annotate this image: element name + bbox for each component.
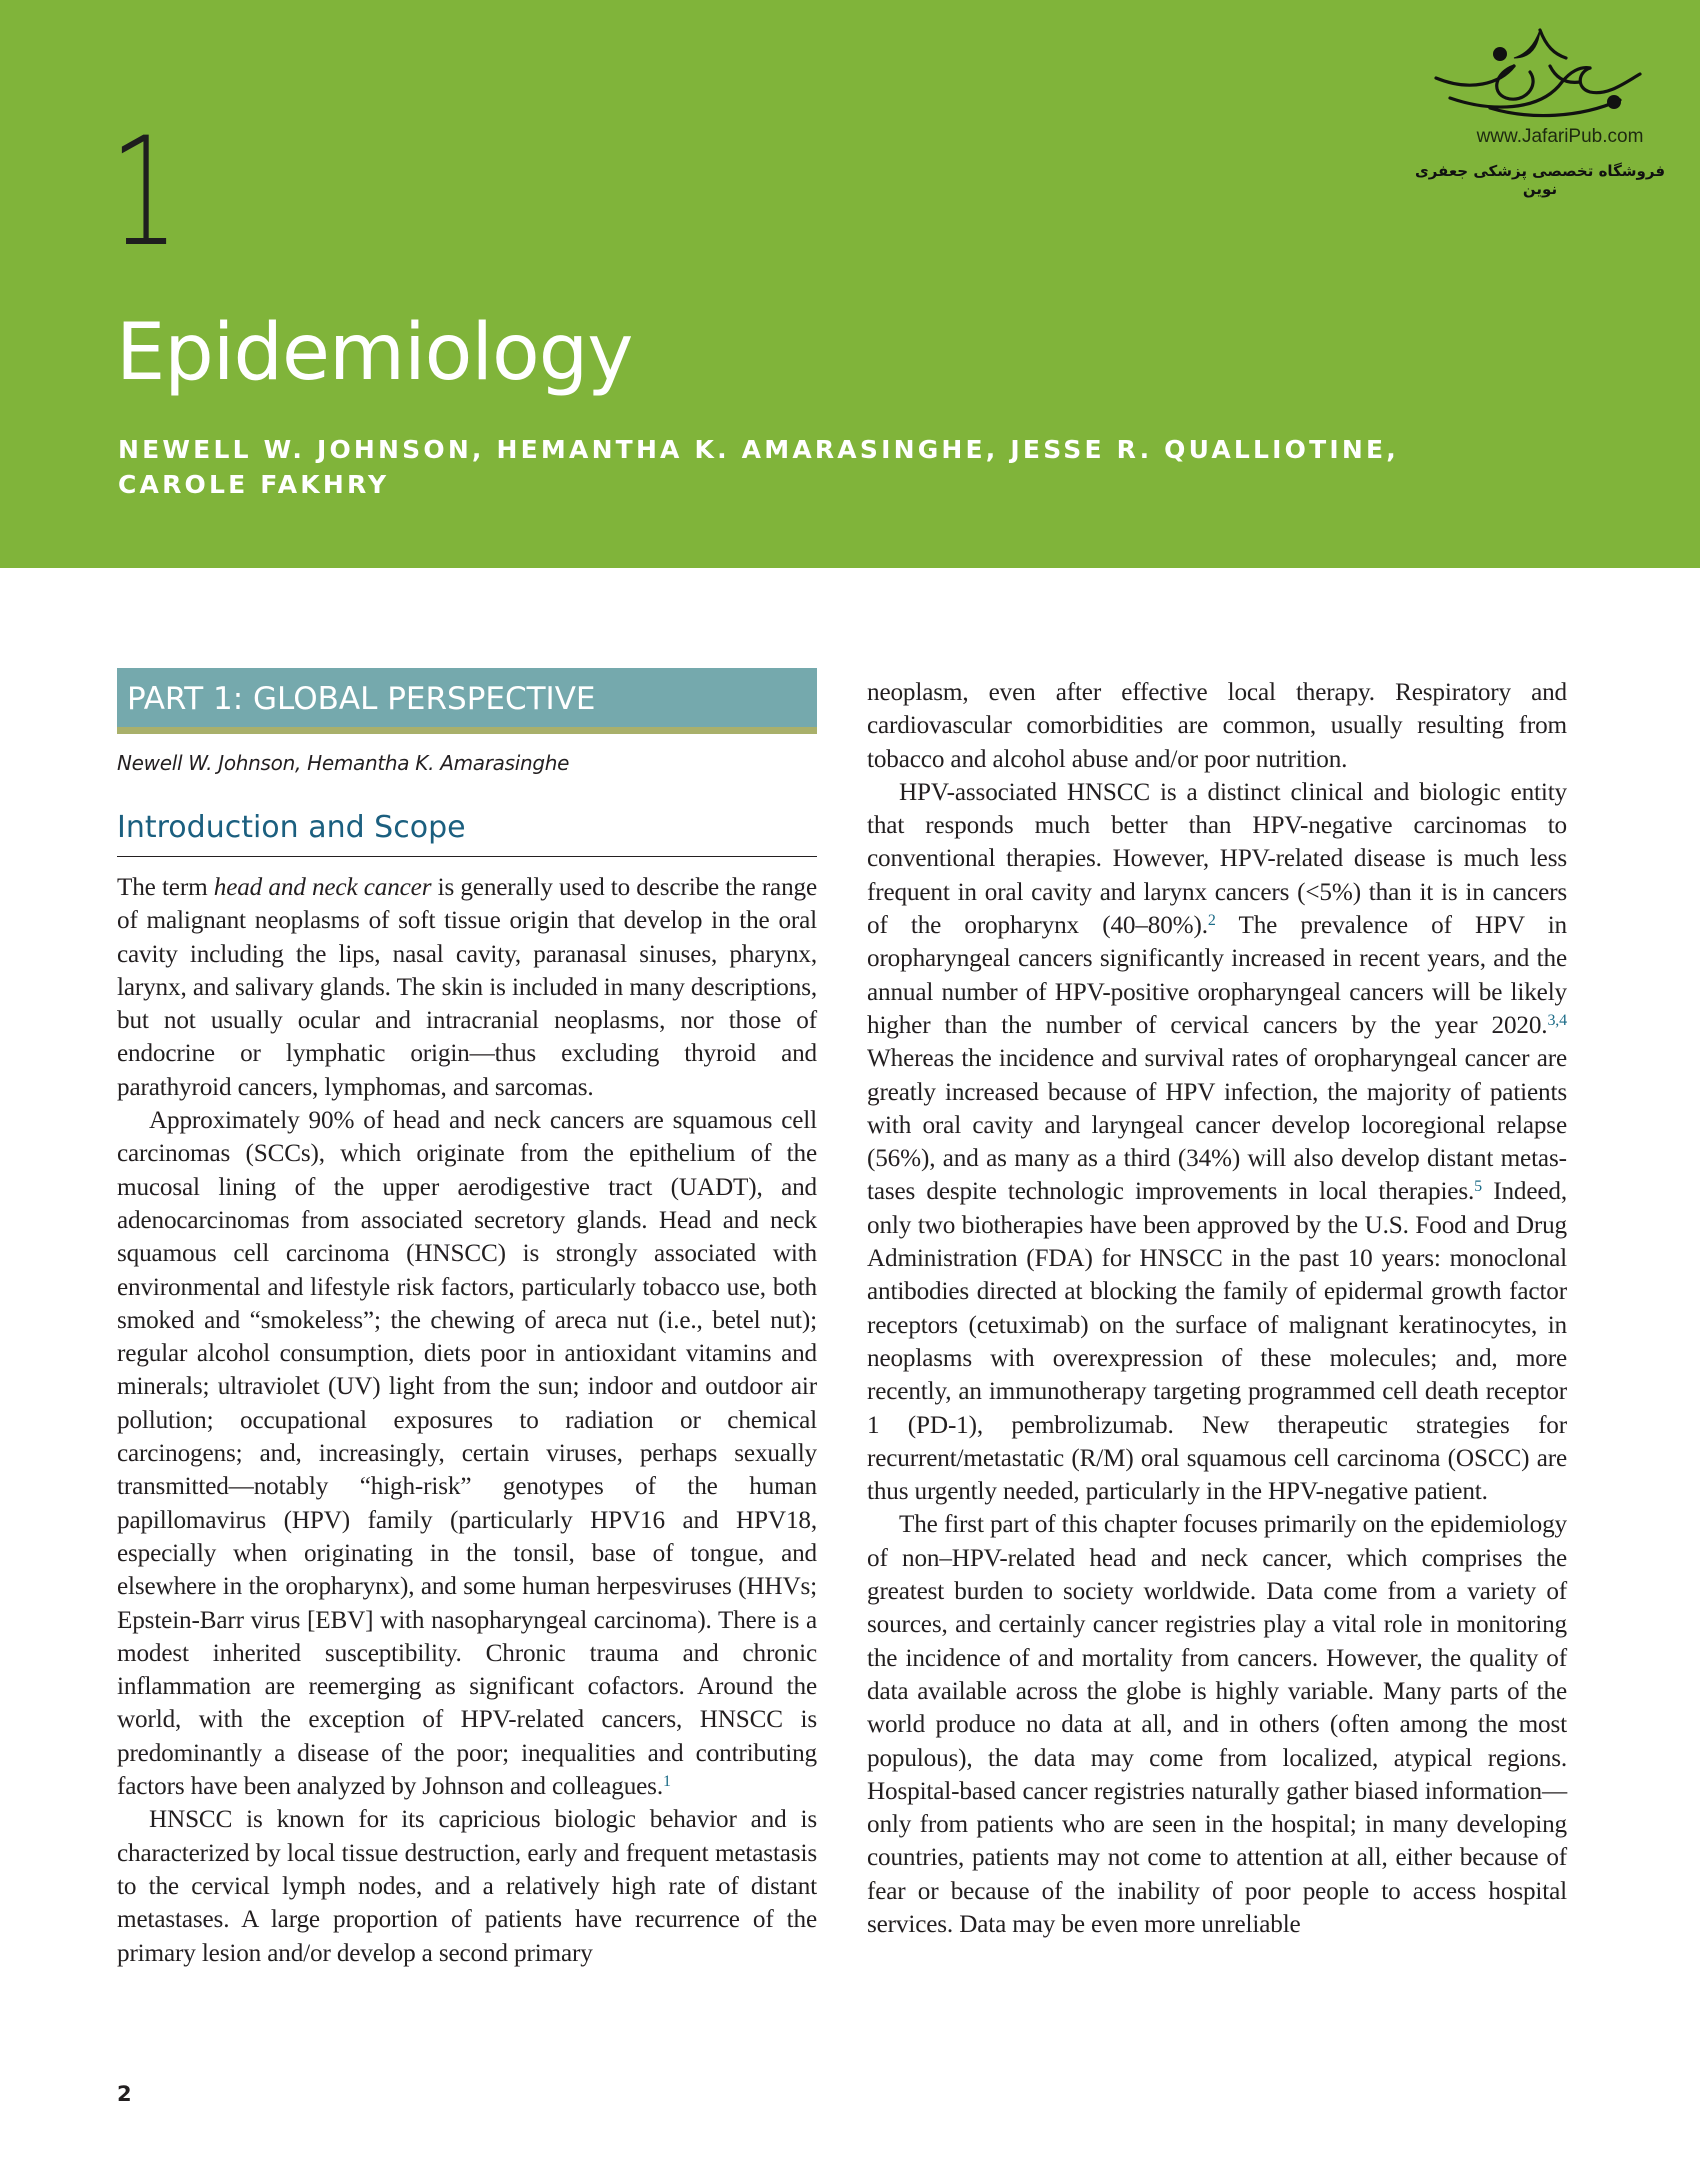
- chapter-banner: [0, 0, 1700, 568]
- part-header: PART 1: GLOBAL PERSPECTIVE: [117, 668, 817, 734]
- reference-link[interactable]: 3,4: [1547, 1011, 1567, 1029]
- text-run: is generally used to describe the range of malignant neoplasms of soft tissue origin that develop in the oral cavity including the lips, nasal cavity, paranasal sinuses, pharynx, larynx, and salivary glands. The skin is included in many descriptions, but not usually ocular and intracranial neoplasms, nor those of endocrine or lymphatic origin—thus excluding thyroid and parathyroid cancers, lymphomas, and sarcomas.: [117, 874, 818, 1101]
- text-run: The first part of this chapter focuses primarily on the epidemiology of non–HPV-related head and neck cancer, which comprises the greatest burden to society worldwide. Data come from a variety of sources, and certainly cancer registries play a vital role in monitoring the incidence of and mortality from cancers. However, the quality of data available across the globe is highly variable. Many parts of the world produce no data at all, and in others (often among the most populous), the data may come from localized, atypical regions. Hospital-based cancer registries naturally gather biased information—only from patients who are seen in the hospital; in many developing countries, patients may not come to attention at all, either because of fear or because of the inability of poor people to access hospital services. Data may be even more unreliable: [867, 1511, 1567, 1938]
- paragraph: [867, 1508, 1567, 1941]
- calligraphy-logo-icon: [1430, 22, 1650, 122]
- emphasized-term: head and neck cancer: [213, 874, 432, 901]
- chapter-title: Epidemiology: [116, 308, 633, 398]
- text-run: The prevalence of HPV in oropharyngeal cancers significantly increased in recent years, and the annual number of HPV-positive oropharyngeal cancers will be likely higher than the number of cervical cancers by the year 2020.: [867, 912, 1567, 1039]
- reference-link[interactable]: 1: [662, 1773, 671, 1791]
- left-column: [117, 668, 817, 1970]
- right-column: [867, 676, 1567, 1941]
- chapter-number: 1: [110, 106, 179, 280]
- chapter-authors-line-2: CAROLE FAKHRY: [118, 470, 390, 499]
- chapter-authors: [118, 432, 1518, 502]
- text-run: The term: [117, 874, 214, 901]
- publisher-url: www.JafariPub.com: [1476, 126, 1644, 147]
- part-authors: Newell W. Johnson, Hemantha K. Amarasinghe: [117, 751, 570, 775]
- paragraph: [117, 871, 817, 1104]
- paragraph: [117, 1803, 817, 1969]
- reference-link[interactable]: 2: [1207, 912, 1216, 930]
- text-run: Indeed, only two biotherapies have been approved by the U.S. Food and Drug Administration (FDA) for HNSCC in the past 10 years: monoclonal antibodies directed at blocking the family of epidermal growth factor receptors (cetuximab) on the surface of malignant keratinocytes, in neoplasms with overexpression of these molecules; and, more recently, an immunotherapy targeting programmed cell death receptor 1 (PD-1), pembrolizumab. New therapeutic strategies for recurrent/metastatic (R/M) oral squamous cell carcinoma (OSCC) are thus urgently needed, particularly in the HPV-negative patient.: [867, 1178, 1567, 1506]
- section-heading: Introduction and Scope: [117, 806, 817, 857]
- publisher-tagline: فروشگاه تخصصی پزشکی جعفری نوین: [1414, 162, 1666, 198]
- body-text-left: [117, 871, 817, 1970]
- body-text-right: [867, 676, 1567, 1941]
- page-number: 2: [117, 2082, 132, 2106]
- publisher-watermark: [1400, 22, 1680, 198]
- paragraph: [867, 676, 1567, 776]
- text-run: neoplasm, even after effective local therapy. Respiratory and cardiovascular comorbidities are common, usually resulting from tobacco and alcohol abuse and/or poor nutrition.: [867, 679, 1567, 773]
- reference-link[interactable]: 5: [1474, 1178, 1482, 1196]
- paragraph: [117, 1104, 817, 1803]
- text-run: HPV-associated HNSCC is a distinct clinical and biologic entity that responds much better than HPV-negative carcinomas to conventional therapies. However, HPV-related disease is much less frequent in oral cavity and larynx cancers (<5%) than it is in cancers of the oropharynx (40–80%).: [867, 778, 1567, 940]
- text-run: Approximately 90% of head and neck cancers are squamous cell carcinomas (SCCs), which originate from the epithelium of the mucosal lining of the upper aerodigestive tract (UADT), and adenocarcinomas from associated secretory glands. Head and neck squamous cell carcinoma (HNSCC) is strongly associated with environmental and lifestyle risk factors, particularly tobacco use, both smoked and “smokeless”; the chewing of areca nut (i.e., betel nut); regular alcohol consumption, diets poor in antioxidant vitamins and minerals; ultraviolet (UV) light from the sun; indoor and outdoor air pollution; occupational exposures to radiation or chemical carcinogens; and, increasingly, certain viruses, perhaps sexually transmitted—notably “high-risk” genotypes of the human papillomavirus (HPV) family (particularly HPV16 and HPV18, especially when originating in the tonsil, base of tongue, and elsewhere in the oropharynx), and some human herpesviruses (HHVs; Epstein-Barr virus [EBV] with nasopharyngeal carcinoma). There is a modest inherited susceptibility. Chronic trauma and chronic inflammation are reemerging as significant cofactors. Around the world, with the exception of HPV-related cancers, HNSCC is predominantly a disease of the poor; inequalities and contributing factors have been analyzed by Johnson and colleagues.: [117, 1107, 817, 1801]
- text-run: Whereas the incidence and survival rates of oropharyngeal cancer are greatly increased because of HPV infection, the majority of patients with oral cavity and laryngeal cancer develop locoregional relapse (56%), and as many as a third (34%) will also develop distant metastases despite technologic improvements in local therapies.: [867, 1045, 1567, 1206]
- text-run: HNSCC is known for its capricious biologic behavior and is characterized by local tissue destruction, early and frequent metastasis to the cervical lymph nodes, and a relatively high rate of distant metastases. A large proportion of patients have recurrence of the primary lesion and/or develop a second primary: [117, 1806, 817, 1967]
- chapter-authors-line-1: NEWELL W. JOHNSON, HEMANTHA K. AMARASINGHE, JESSE R. QUALLIOTINE,: [118, 435, 1399, 464]
- paragraph: [867, 776, 1567, 1509]
